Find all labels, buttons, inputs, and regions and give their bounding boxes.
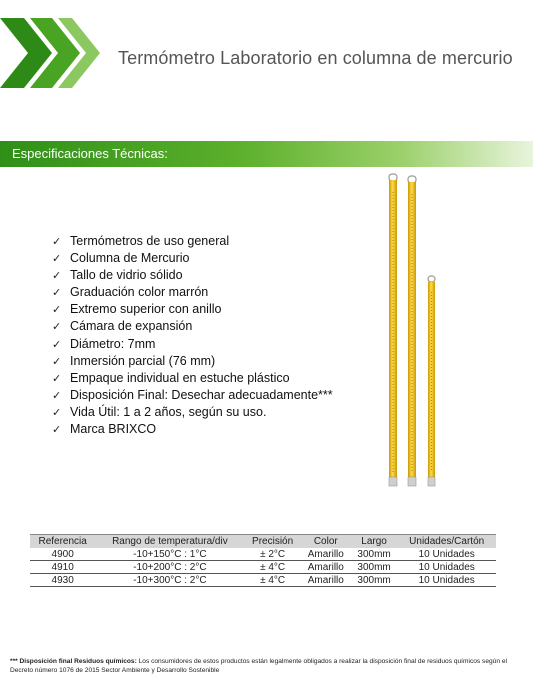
thermometers-image [380,172,440,492]
table-cell: 4900 [30,548,95,561]
table-cell: -10+150°C : 1°C [95,548,244,561]
check-icon: ✓ [52,236,62,248]
thermometer-2 [408,176,416,486]
table-cell: -10+300°C : 2°C [95,574,244,587]
thermometer-1 [389,174,397,486]
table-header-row [30,535,496,549]
feature-text: Empaque individual en estuche plástico [70,370,290,385]
check-icon: ✓ [52,389,62,402]
feature-item [52,301,333,318]
check-icon: ✓ [52,372,62,385]
feature-text: Cámara de expansión [70,319,193,334]
table-header-cell: Rango de temperatura/div [95,535,244,549]
chevron-logo-icon [0,18,100,88]
footnote [10,657,525,675]
table-header-cell: Referencia [30,535,95,549]
feature-text: Columna de Mercurio [70,251,190,266]
check-icon: ✓ [52,424,62,437]
feature-item [52,421,333,438]
table-cell: Amarillo [301,574,351,587]
check-icon: ✓ [52,253,62,266]
table-cell: ± 4°C [244,561,300,574]
table-cell: 300mm [351,561,398,574]
feature-text: Extremo superior con anillo [70,302,222,317]
feature-item [52,284,333,301]
page-title: Termómetro Laboratorio en columna de mercurio [118,48,513,68]
table-row [30,561,496,574]
footnote-bold: *** Disposición final Residuos químicos: [10,658,137,665]
specs-table [30,534,496,587]
table-cell: 10 Unidades [397,548,496,561]
feature-item [52,267,333,284]
table-cell: 10 Unidades [397,561,496,574]
feature-text: Termómetros de uso general [70,234,230,248]
table-header-cell: Unidades/Cartón [397,535,496,549]
feature-item [52,336,333,353]
footnote-text: Los consumidores de estos productos están legalmente obligados a realizar la disposición final de residuos químicos según el Decreto número 1076 de 2015 Sector Ambiente y Desarrollo Sostenible [10,658,507,674]
table-cell: 10 Unidades [397,574,496,587]
table-cell: 300mm [351,548,398,561]
table-cell: -10+200°C : 2°C [95,561,244,574]
check-icon: ✓ [52,304,62,317]
feature-item [52,353,333,370]
table-cell: 4910 [30,561,95,574]
check-icon: ✓ [52,338,62,351]
feature-item [52,250,333,267]
table-header-cell: Precisión [244,535,300,549]
check-icon: ✓ [52,406,62,419]
check-icon: ✓ [52,270,62,283]
specs-section-header [0,141,533,167]
table-row [30,548,496,561]
table-cell: 300mm [351,574,398,587]
features-list [52,233,333,438]
feature-item [52,318,333,335]
feature-text: Disposición Final: Desechar adecuadamente*** [70,387,333,402]
check-icon: ✓ [52,321,62,334]
feature-text: Diámetro: 7mm [70,336,156,351]
table-cell: ± 2°C [244,548,300,561]
feature-text: Inmersión parcial (76 mm) [70,353,216,368]
feature-item [52,233,333,250]
table-row [30,574,496,587]
feature-item [52,387,333,404]
feature-item [52,370,333,387]
table-header-cell: Color [301,535,351,549]
feature-text: Tallo de vidrio sólido [70,268,183,283]
thermometer-3 [428,276,435,486]
table-cell: Amarillo [301,548,351,561]
feature-text: Vida Útil: 1 a 2 años, según su uso. [70,404,267,419]
table-body [30,548,496,587]
table-cell: ± 4°C [244,574,300,587]
feature-text: Marca BRIXCO [70,422,157,437]
table-header-cell: Largo [351,535,398,549]
check-icon: ✓ [52,355,62,368]
specs-section-label: Especificaciones Técnicas: [12,146,168,161]
table-cell: 4930 [30,574,95,587]
feature-text: Graduación color marrón [70,285,209,300]
check-icon: ✓ [52,287,62,300]
table-cell: Amarillo [301,561,351,574]
feature-item [52,404,333,421]
